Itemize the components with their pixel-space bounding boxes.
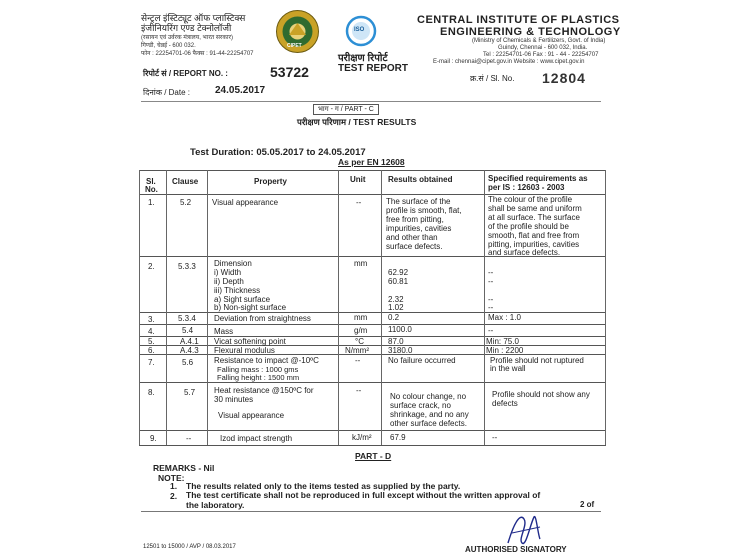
- table-rule: [484, 170, 485, 445]
- row-spec: at all surface. The surface: [488, 213, 580, 222]
- row-result: other surface defects.: [390, 419, 467, 428]
- row-spec: --: [492, 433, 498, 442]
- row-property: iii) Thickness: [214, 286, 261, 295]
- row-spec: Max : 1.0: [488, 313, 521, 322]
- note-label: NOTE:: [158, 473, 185, 483]
- hindi-line: इंजीनियरिंग एण्ड टेक्नोलॉजी: [141, 23, 232, 33]
- part-c-label: भाग - ग / PART - C: [313, 104, 379, 115]
- part-d-label: PART - D: [355, 451, 392, 461]
- row-spec: The colour of the profile: [488, 195, 573, 204]
- contact-line: E-mail : chennai@cipet.gov.in Website : www.cipet.gov.in: [433, 59, 585, 65]
- row-sl: 9.: [150, 434, 157, 443]
- table-rule: [139, 336, 606, 337]
- row-result: 1.02: [388, 303, 404, 312]
- row-result: No failure occurred: [388, 356, 456, 365]
- row-property: Deviation from straightness: [214, 314, 311, 323]
- row-property: ii) Depth: [214, 277, 244, 286]
- row-sl: 7.: [148, 358, 155, 367]
- row-result: 67.9: [390, 433, 406, 442]
- row-result: shrinkage, and no any: [390, 410, 469, 419]
- form-code: 12501 to 15000 / AVP / 08.03.2017: [143, 544, 236, 550]
- note-text: The results related only to the items tested as supplied by the party.: [186, 481, 461, 491]
- badge-text: ISO: [354, 27, 365, 33]
- table-rule: [139, 382, 606, 383]
- row-property: i) Width: [214, 268, 242, 277]
- row-property: b) Non-sight surface: [214, 303, 287, 312]
- row-sl: 8.: [148, 388, 155, 397]
- row-spec: pitting, impurities, cavities: [488, 240, 580, 249]
- row-result: and other than: [386, 233, 438, 242]
- row-sl: 4.: [148, 327, 155, 336]
- report-no-label: रिपोर्ट सं / REPORT NO. :: [143, 69, 228, 78]
- row-result: free from pitting,: [386, 215, 444, 224]
- phone-line: Tel : 22254701-06 Fax : 91 - 44 - 22254707: [483, 52, 599, 58]
- note-number: 2.: [170, 491, 178, 501]
- row-sl: 6.: [148, 346, 155, 355]
- row-clause: 5.4: [182, 326, 194, 335]
- row-unit: g/m: [354, 326, 368, 335]
- table-rule: [166, 170, 167, 445]
- note-text: the laboratory.: [186, 500, 245, 510]
- row-result: 3180.0: [388, 346, 413, 355]
- row-clause: 5.6: [182, 358, 194, 367]
- row-property: Visual appearance: [218, 411, 285, 420]
- row-result: The surface of the: [386, 197, 451, 206]
- row-spec: --: [488, 268, 494, 277]
- row-spec: defects: [492, 399, 518, 408]
- hindi-line: (रसायन एवं उर्वरक मंत्रालय, भारत सरकार): [141, 35, 233, 41]
- row-unit: N/mm²: [345, 346, 369, 355]
- date-label: दिनांक / Date :: [143, 88, 190, 97]
- row-property: Falling height : 1500 mm: [217, 373, 300, 382]
- table-rule: [139, 445, 606, 446]
- row-spec: --: [488, 295, 494, 304]
- row-spec: Min : 2200: [486, 346, 524, 355]
- row-property: Dimension: [214, 259, 252, 268]
- row-property: Visual appearance: [212, 198, 279, 207]
- sl-no-value: 12804: [542, 70, 586, 86]
- row-spec: --: [488, 326, 494, 335]
- row-sl: 3.: [148, 315, 155, 324]
- standard-ref: As per EN 12608: [338, 157, 405, 167]
- report-title: TEST REPORT: [338, 63, 409, 74]
- row-result: 60.81: [388, 277, 409, 286]
- row-clause: 5.7: [184, 388, 196, 397]
- row-property: Mass: [214, 327, 234, 336]
- table-rule: [338, 170, 339, 445]
- table-rule: [139, 170, 606, 171]
- table-rule: [381, 170, 382, 445]
- row-spec: Profile should not show any: [492, 390, 590, 399]
- row-clause: 5.2: [180, 198, 192, 207]
- test-results-title: परीक्षण परिणाम / TEST RESULTS: [297, 117, 417, 127]
- remarks: REMARKS - Nil: [153, 463, 215, 473]
- note-text: The test certificate shall not be reproduced in full except without the written approval of: [186, 490, 541, 500]
- row-property: Falling mass : 1000 gms: [217, 365, 299, 374]
- row-spec: Min: 75.0: [486, 337, 519, 346]
- row-spec: --: [488, 277, 494, 286]
- row-spec: --: [488, 303, 494, 312]
- header-spec: per IS : 12603 - 2003: [488, 183, 565, 192]
- header-property: Property: [254, 177, 287, 186]
- row-spec: smooth, flat and free from: [488, 231, 580, 240]
- row-unit: kJ/m²: [352, 433, 372, 442]
- authorised-signatory: AUTHORISED SIGNATORY: [465, 545, 567, 554]
- row-result: 1100.0: [388, 325, 412, 334]
- hindi-line: फोन : 22254701-06 फैक्स : 91-44-22254707: [141, 51, 254, 57]
- table-rule: [139, 324, 606, 325]
- table-rule: [605, 170, 606, 445]
- row-property: Resistance to impact @-10ºC: [214, 356, 319, 365]
- row-unit: mm: [354, 259, 368, 268]
- table-rule: [139, 345, 606, 346]
- row-result: profile is smooth, flat,: [386, 206, 462, 215]
- ministry-line: (Ministry of Chemicals & Fertilizers, Govt. of India): [472, 38, 606, 44]
- row-sl: 2.: [148, 262, 155, 271]
- hindi-line: सेन्ट्रल इंस्टिट्यूट ऑफ प्लास्टिक्स: [141, 13, 246, 23]
- row-property: Heat resistance @150ºC for: [214, 386, 314, 395]
- header-sl: Sl.: [146, 177, 156, 186]
- row-clause: 5.3.4: [178, 314, 196, 323]
- institute-name: CENTRAL INSTITUTE OF PLASTICS: [417, 14, 620, 26]
- header-results: Results obtained: [388, 175, 453, 184]
- row-unit: --: [356, 386, 362, 395]
- row-clause: --: [186, 434, 192, 443]
- report-no-value: 53722: [270, 64, 309, 80]
- header-sl: No.: [145, 185, 158, 194]
- row-spec: shall be same and uniform: [488, 204, 582, 213]
- table-rule: [207, 170, 208, 445]
- row-result: 2.32: [388, 295, 404, 304]
- row-result: impurities, cavities: [386, 224, 452, 233]
- row-property: 30 minutes: [214, 395, 254, 404]
- row-property: Vicat softening point: [214, 337, 286, 346]
- row-unit: °C: [355, 337, 364, 346]
- row-spec: of the profile should be: [488, 222, 569, 231]
- header-unit: Unit: [350, 175, 366, 184]
- header-spec: Specified requirements as: [488, 174, 588, 183]
- table-rule: [139, 170, 140, 445]
- row-sl: 5.: [148, 337, 155, 346]
- row-result: surface crack, no: [390, 401, 451, 410]
- row-spec: Profile should not ruptured: [490, 356, 584, 365]
- page-number: 2 of: [580, 500, 595, 509]
- row-sl: 1.: [148, 198, 155, 207]
- row-clause: A.4.3: [180, 346, 199, 355]
- row-property: Izod impact strength: [220, 434, 293, 443]
- table-rule: [139, 430, 606, 431]
- logo-text: CIPET: [287, 43, 302, 49]
- sl-no-label: क्र.सं / Sl. No.: [470, 74, 515, 83]
- row-unit: --: [355, 356, 361, 365]
- test-duration: Test Duration: 05.05.2017 to 24.05.2017: [190, 147, 366, 158]
- row-unit: mm: [354, 313, 368, 322]
- institute-name: ENGINEERING & TECHNOLOGY: [440, 26, 621, 38]
- row-property: a) Sight surface: [214, 295, 271, 304]
- row-result: No colour change, no: [390, 392, 467, 401]
- row-result: 0.2: [388, 313, 400, 322]
- table-rule: [139, 312, 606, 313]
- row-clause: A.4.1: [180, 337, 199, 346]
- row-spec: in the wall: [490, 364, 526, 373]
- row-result: 62.92: [388, 268, 409, 277]
- row-result: 87.0: [388, 337, 404, 346]
- row-result: surface defects.: [386, 242, 443, 251]
- row-property: Flexural modulus: [214, 346, 275, 355]
- note-number: 1.: [170, 481, 178, 491]
- row-clause: 5.3.3: [178, 262, 196, 271]
- address-line: Guindy, Chennai - 600 032, India.: [498, 45, 588, 51]
- table-rule: [139, 354, 606, 355]
- report-title-hindi: परीक्षण रिपोर्ट: [338, 53, 388, 64]
- header-clause: Clause: [172, 177, 199, 186]
- row-spec: and surface defects.: [488, 248, 561, 257]
- row-unit: --: [356, 198, 362, 207]
- hindi-line: गिण्डी, चेन्नई - 600 032.: [141, 43, 196, 49]
- date-value: 24.05.2017: [215, 85, 266, 96]
